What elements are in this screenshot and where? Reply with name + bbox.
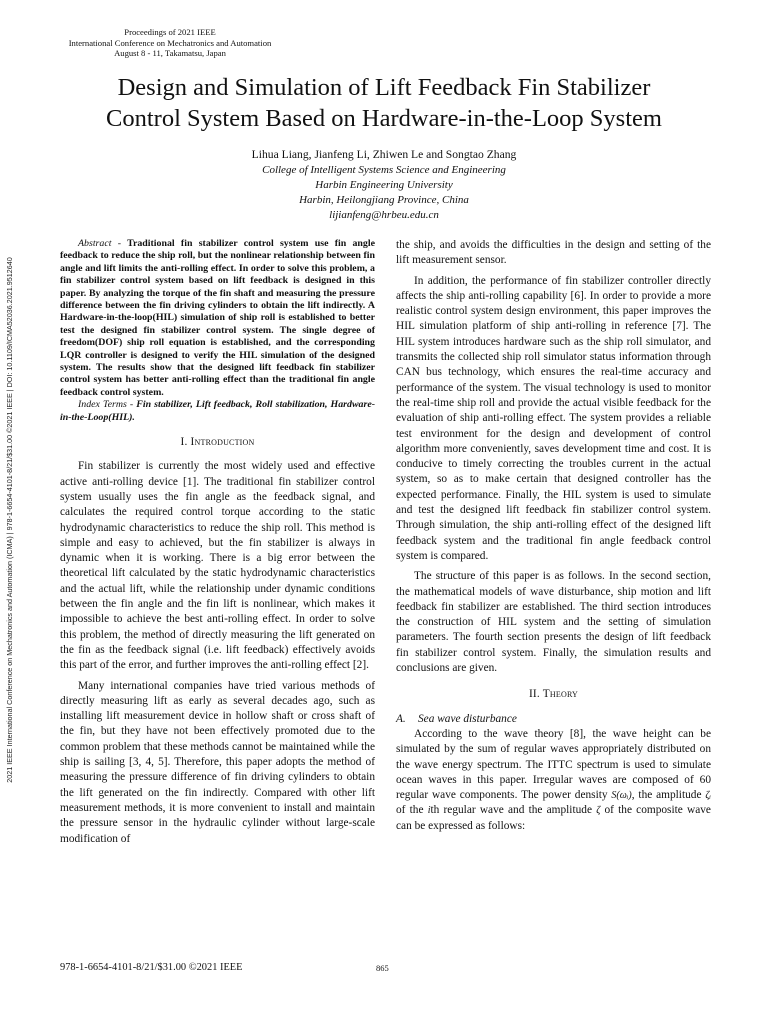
abstract xyxy=(60,238,375,424)
index-terms-body: Fin stabilizer, Lift feedback, Roll stabilization, Hardware-in-the-Loop(HIL). xyxy=(60,399,375,423)
conference-line-2: International Conference on Mechatronics and Automation xyxy=(68,37,272,48)
abstract-body: Traditional fin stabilizer control system use fin angle feedback to reduce the ship roll, but the nonlinear relationship between fin angle and lift limits the anti-rolling effect. In order to solve this problem, a fin stabilizer control system based on lift feedback is designed in this paper. By analyzing the torque of the fin shaft and measuring the pressure difference between the fin driving cylinders to obtain the lift indirectly. A Hardware-in-the-loop(HIL) simulation of ship roll is established to better test the designed fin stabilizer control system. The single degree of freedom(DOF) ship roll equation is established, and the corresponding LQR controller is designed to verify the HIL simulation of the designed system. The results show that the designed lift feedback fin stabilizer control system has better anti-rolling effect than the traditional fin angle feedback control system. xyxy=(60,238,375,398)
section-heading-introduction: I. Introduction xyxy=(180,436,255,449)
author-email: lijianfeng@hrbeu.edu.cn xyxy=(329,209,439,221)
theory-text-c: of the xyxy=(396,804,424,817)
theory-text-a: According to the wave theory [8], the wave height can be simulated by the sum of regular waves appropriately distributed on the wave energy spectrum. The ITTC spectrum is used to simulate ocean waves in this paper. Irregular waves are composed of 60 regular wave components. The power density xyxy=(396,727,711,802)
title-line-1: Design and Simulation of Lift Feedback Fin Stabilizer xyxy=(117,74,651,101)
intro-paragraph-1: Fin stabilizer is currently the most widely used and effective active anti-rolling device [1]. The traditional fin stabilizer control system usually uses the fin angle as the feedback signal, and calculates the required control torque according to the static hydrodynamic characteristics to reduce the ship roll. This method is simple and easy to achieved, but the fin stabilizer is always in dynamic when it is working. There is a big error between the theoretical lift calculated by the static hydrodynamic characteristics and the actual lift, while the relationship under dynamic conditions between the fin angle and the fin lift is nonlinear, which makes it impossible to achieve the best anti-rolling effect. In order to solve this problem, the method of directly measuring the lift generated on the fin as the feedback signal (i.e. lift feedback) effectively avoids this part of the error, and further improves the anti-rolling effect [2]. xyxy=(60,460,375,672)
affiliation-line-2: Harbin Engineering University xyxy=(315,179,453,191)
footer-copyright: 978-1-6654-4101-8/21/$31.00 ©2021 IEEE xyxy=(60,962,243,973)
affiliation-line-1: College of Intelligent Systems Science and Engineering xyxy=(262,164,506,176)
symbol-amplitude: ζ xyxy=(596,805,601,817)
affiliation-line-3: Harbin, Heilongjiang Province, China xyxy=(299,194,469,206)
conference-header xyxy=(0,27,340,59)
section-heading-theory: II. Theory xyxy=(528,688,579,701)
intro-paragraph-4: The structure of this paper is as follows. In the second section, the mathematical models of wave disturbance, ship motion and lift feedback fin stabilizer are established. The third section introduces the construction of HIL system and the setting of simulation parameters. The fourth section presents the design of lift feedback fin stabilizer control system. Finally, the simulation results and conclusions are given. xyxy=(396,570,711,675)
theory-text-e: of the composite wave can be expressed as follows: xyxy=(396,804,711,832)
intro-paragraph-2-continued: the ship, and avoids the difficulties in the design and setting of the lift measurement sensor. xyxy=(396,239,711,267)
symbol-power-density: S(ωᵢ) xyxy=(611,790,632,802)
left-column xyxy=(60,238,375,847)
abstract-lead: Abstract - xyxy=(78,238,122,249)
conference-line-1: Proceedings of 2021 IEEE xyxy=(124,27,216,37)
theory-paragraph-1 xyxy=(396,727,711,834)
title-line-2: Control System Based on Hardware-in-the-Loop System xyxy=(106,105,662,132)
affiliation xyxy=(0,163,768,223)
paper-title xyxy=(40,72,728,134)
subsection-heading-sea-wave xyxy=(396,712,711,727)
authors: Lihua Liang, Jianfeng Li, Zhiwen Le and Songtao Zhang xyxy=(251,148,517,161)
intro-paragraph-2: Many international companies have tried various methods of directly measuring lift as early as several decades ago, such as installing lift measurement device in hollow shaft or cross shaft of the fin, but they have not been effectively promoted due to the common problem that these methods cannot be maintained while the ship is sailing [3, 4, 5]. Therefore, this paper adopts the method of measuring the pressure difference of fin driving cylinders to obtain the lift generated on the fin indirectly. Compared with other lift measurement methods, it is more convenient to install and maintain the pressure sensor in the hydraulic cylinder without large-scale modification of xyxy=(60,679,375,845)
symbol-index-i: i xyxy=(427,805,431,817)
subsection-label: A. xyxy=(396,712,406,725)
conference-line-3: August 8 - 11, Takamatsu, Japan xyxy=(114,48,226,58)
index-terms-lead: Index Terms - xyxy=(78,399,134,411)
intro-paragraph-3: In addition, the performance of fin stabilizer controller directly affects the ship anti-rolling capability [6]. In order to provide a more realistic control system design environment, this paper improves the HIL simulation platform of ship anti-rolling in reference [7]. The HIL system introduces hardware such as the ship roll simulator, and transmits the collected ship roll simulator status information through CAN bus technology, which ensures the real-time accuracy and performance of the system. The visual technology is used to monitor the real-time ship roll and provide the actual visible feedback for the evaluation of ship anti-rolling effect. The system provides a reliable test environment for the design and development of control algorithm more conveniently, saves development time and cost. It is conducive to timely correcting the troubles current in the actual system, so as to make certain that designed controller has the expected performance. Finally, the HIL system is used to simulate and test the designed lift feedback fin stabilizer control system. Through simulation, the ship anti-rolling effect of the designed lift feedback system and the traditional fin angle feedback control system is compared. xyxy=(396,274,711,562)
page-number: 865 xyxy=(376,963,389,973)
right-column xyxy=(396,238,711,834)
doi-sidebar: 2021 IEEE International Conference on Mechatronics and Automation (ICMA) | 978-1-6654-4101-8/21/$31.00 ©2021 IEEE | DOI: 10.1109/ICMA52036.2021.9512640 xyxy=(5,257,14,783)
theory-text-b: , the amplitude xyxy=(631,789,702,802)
symbol-amplitude-i: ζᵢ xyxy=(705,790,711,802)
subsection-title: Sea wave disturbance xyxy=(418,712,517,725)
theory-text-d: th regular wave and the amplitude xyxy=(430,804,592,817)
